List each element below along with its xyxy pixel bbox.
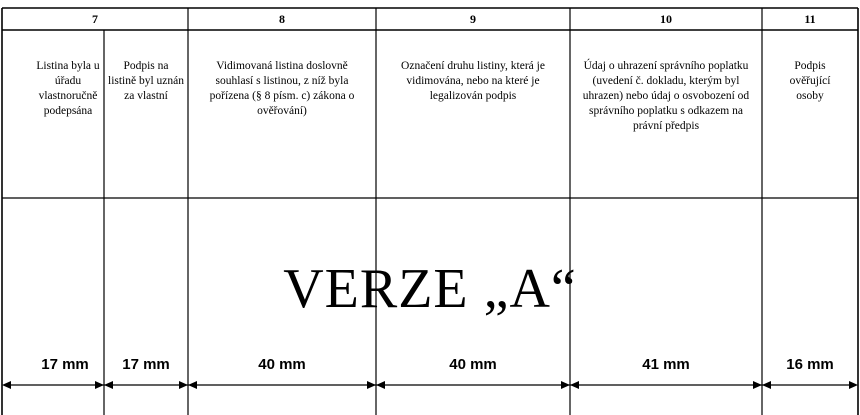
width-label-col-10: 41 mm	[642, 356, 690, 373]
arrowhead-left-4	[561, 381, 570, 389]
arrowhead-right-4	[570, 381, 579, 389]
width-label-col-9: 40 mm	[449, 356, 497, 373]
width-label-col-7: 17 mm	[41, 356, 89, 373]
arrowhead-right-2	[188, 381, 197, 389]
version-watermark: VERZE „A“	[283, 258, 577, 320]
arrowhead-left-3	[367, 381, 376, 389]
column-number-8: 8	[279, 12, 285, 26]
column-desc-fee-payment: Údaj o uhrazení správního poplatku (uvedení č. dokladu, kterým byl uhrazen) nebo údaj o osvobození od správního poplatku s odkazem na právní předpis	[582, 60, 750, 132]
arrowhead-right-1	[104, 381, 113, 389]
column-desc-signed-at-office: Listina byla u úřadu vlastnoručně podepsána	[36, 60, 100, 117]
width-label-col-8: 40 mm	[258, 356, 306, 373]
column-number-9: 9	[470, 12, 476, 26]
arrowhead-right-3	[376, 381, 385, 389]
column-number-10: 10	[660, 12, 672, 26]
arrowhead-left-2	[179, 381, 188, 389]
column-desc-signature-acknowledged: Podpis na listině byl uznán za vlastní	[108, 60, 185, 102]
arrowhead-right-0	[2, 381, 11, 389]
column-number-11: 11	[804, 12, 816, 26]
width-label-col-7b: 17 mm	[122, 356, 170, 373]
column-number-7: 7	[92, 12, 98, 26]
arrowhead-left-5	[753, 381, 762, 389]
arrowhead-left-1	[95, 381, 104, 389]
column-desc-document-type: Označení druhu listiny, která je vidimována, nebo na které je legalizován podpis	[401, 60, 545, 102]
column-desc-vidimation: Vidimovaná listina doslovně souhlasí s listinou, z níž byla pořízena (§ 8 písm. c) zákona o ověřování)	[209, 60, 355, 117]
arrowhead-right-5	[762, 381, 771, 389]
arrowhead-left-6	[849, 381, 858, 389]
column-desc-verifier-signature: Podpis ověřující osoby	[789, 60, 831, 102]
width-label-col-11: 16 mm	[786, 356, 834, 373]
